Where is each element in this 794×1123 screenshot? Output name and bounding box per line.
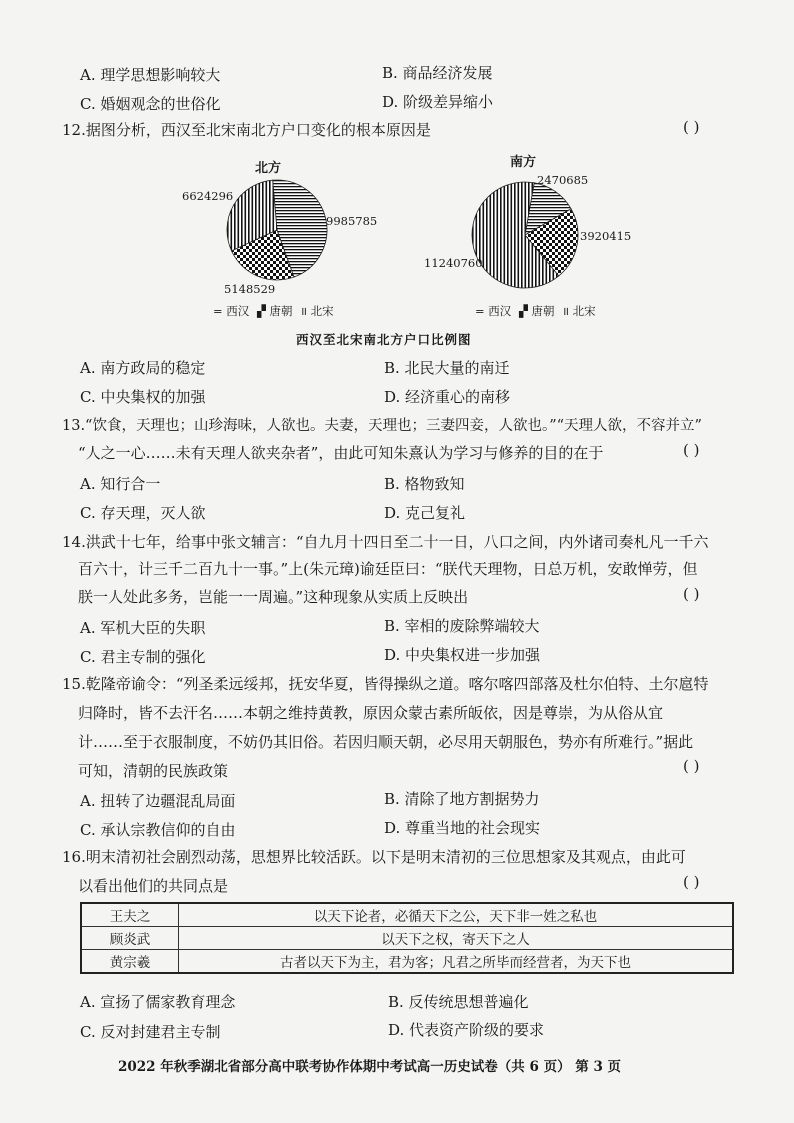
q11-option-b: B. 商品经济发展	[382, 64, 493, 82]
q15-option-d: D. 尊重当地的社会现实	[384, 819, 541, 837]
q13-answer-paren: ( )	[683, 441, 700, 459]
legend-swatch-vertical: ॥	[300, 304, 308, 318]
north-value-xihan: 9985785	[326, 214, 378, 228]
south-value-tangchao: 3920415	[580, 229, 632, 243]
q14-stem-line-2: 百六十，计三千二百九十一事。”上(朱元璋)谕廷臣曰：“朕代天理物，日总万机，安敢惮劳，但	[78, 560, 698, 578]
south-legend	[475, 303, 596, 319]
q15-stem-line-1: 15.乾隆帝谕令：“列圣柔远绥邦，抚安华夏，皆得操纵之道。喀尔喀四部落及杜尔伯特、土尔扈特	[62, 675, 709, 693]
q15-stem-line-2: 归降时，皆不去汗名……本朝之维持黄教，原因众蒙古素所皈依，因是尊崇，为从俗从宜	[78, 704, 664, 722]
thinker-view: 以天下论者，必循天下之公，天下非一姓之私也	[179, 903, 734, 927]
pie-south	[472, 182, 578, 288]
legend-swatch-check: ▞	[518, 304, 528, 318]
q11-option-d: D. 阶级差异缩小	[382, 93, 494, 111]
q15-stem-line-3: 计……至于衣服制度，不妨仍其旧俗。若因归顺天朝，必尽用天朝服色，势亦有所难行。”据此	[78, 733, 694, 751]
q13-option-b: B. 格物致知	[384, 475, 465, 493]
legend-label-beisong: 北宋	[310, 304, 334, 318]
q16-stem-line-1: 16.明末清初社会剧烈动荡，思想界比较活跃。以下是明末清初的三位思想家及其观点，由此可	[62, 848, 686, 866]
north-legend	[213, 303, 334, 319]
q12-option-a: A. 南方政局的稳定	[80, 359, 206, 377]
chart-caption: 西汉至北宋南北方户口比例图	[296, 332, 472, 347]
pie-north-title: 北方	[255, 161, 282, 176]
q15-option-a: A. 扭转了边疆混乱局面	[80, 792, 236, 810]
q11-option-c: C. 婚姻观念的世俗化	[80, 95, 221, 113]
pie-south-title: 南方	[510, 155, 537, 170]
q12-answer-paren: ( )	[683, 118, 700, 136]
q16-option-c: C. 反对封建君主专制	[80, 1023, 221, 1041]
q14-stem-line-1: 14.洪武十七年，给事中张文辅言：“自九月十四日至二十一日，八口之间，内外诸司奏札凡一千六	[62, 533, 709, 551]
q14-stem-line-3: 朕一人处此多务，岂能一一周遍。”这种现象从实质上反映出	[78, 588, 469, 606]
q12-option-c: C. 中央集权的加强	[80, 388, 206, 406]
q16-option-b: B. 反传统思想普遍化	[388, 993, 529, 1011]
q13-option-a: A. 知行合一	[80, 475, 161, 493]
q14-option-c: C. 君主专制的强化	[80, 648, 206, 666]
pie-north	[227, 180, 327, 280]
q16-stem-line-2: 以看出他们的共同点是	[78, 877, 229, 895]
legend-label-beisong: 北宋	[572, 304, 596, 318]
thinker-view: 以天下之权，寄天下之人	[179, 927, 734, 950]
q14-option-b: B. 宰相的废除弊端较大	[384, 617, 540, 635]
thinker-name: 黄宗羲	[81, 950, 179, 974]
q13-option-d: D. 克己复礼	[384, 504, 466, 522]
q12-option-b: B. 北民大量的南迁	[384, 359, 510, 377]
q16-option-d: D. 代表资产阶级的要求	[388, 1021, 545, 1039]
q12-option-d: D. 经济重心的南移	[384, 388, 511, 406]
q11-option-a: A. 理学思想影响较大	[80, 66, 221, 84]
north-value-beisong: 6624296	[182, 189, 234, 203]
legend-swatch-vertical: ॥	[562, 304, 570, 318]
legend-label-tangchao: 唐朝	[269, 304, 293, 318]
thinker-name: 王夫之	[81, 903, 179, 927]
page-footer: 2022 年秋季湖北省部分高中联考协作体期中考试高一历史试卷（共 6 页） 第 3 页	[118, 1059, 622, 1075]
legend-swatch-horizontal: =	[213, 304, 223, 318]
q13-stem-line-2: “人之一心……未有天理人欲夹杂者”，由此可知朱熹认为学习与修养的目的在于	[78, 444, 604, 462]
q13-stem-line-1: 13.“饮食，天理也；山珍海味，人欲也。夫妻，天理也；三妻四妾，人欲也。”“天理人欲，不容并立”	[62, 418, 702, 434]
q15-option-c: C. 承认宗教信仰的自由	[80, 821, 236, 839]
south-value-beisong: 11240760	[424, 256, 483, 270]
q15-answer-paren: ( )	[683, 757, 700, 775]
legend-swatch-horizontal: =	[475, 304, 485, 318]
q14-option-d: D. 中央集权进一步加强	[384, 646, 541, 664]
q14-answer-paren: ( )	[683, 585, 700, 603]
q13-option-c: C. 存天理，灭人欲	[80, 504, 206, 522]
north-value-tangchao: 5148529	[224, 282, 276, 296]
q15-option-b: B. 清除了地方割据势力	[384, 790, 540, 808]
table-row	[81, 950, 733, 974]
legend-swatch-check: ▞	[256, 304, 266, 318]
q15-stem-line-4: 可知，清朝的民族政策	[78, 762, 229, 780]
thinkers-table	[80, 902, 734, 974]
table-row	[81, 903, 733, 927]
thinker-name: 顾炎武	[81, 927, 179, 950]
legend-label-xihan: 西汉	[488, 304, 512, 318]
q16-option-a: A. 宣扬了儒家教育理念	[80, 993, 236, 1011]
q16-answer-paren: ( )	[683, 873, 700, 891]
q14-option-a: A. 军机大臣的失职	[80, 619, 206, 637]
q12-stem: 12.据图分析，西汉至北宋南北方户口变化的根本原因是	[62, 121, 431, 139]
south-value-xihan: 2470685	[537, 173, 589, 187]
legend-label-tangchao: 唐朝	[531, 304, 555, 318]
table-row	[81, 927, 733, 950]
legend-label-xihan: 西汉	[226, 304, 250, 318]
thinker-view: 古者以天下为主，君为客；凡君之所毕而经营者，为天下也	[179, 950, 734, 974]
